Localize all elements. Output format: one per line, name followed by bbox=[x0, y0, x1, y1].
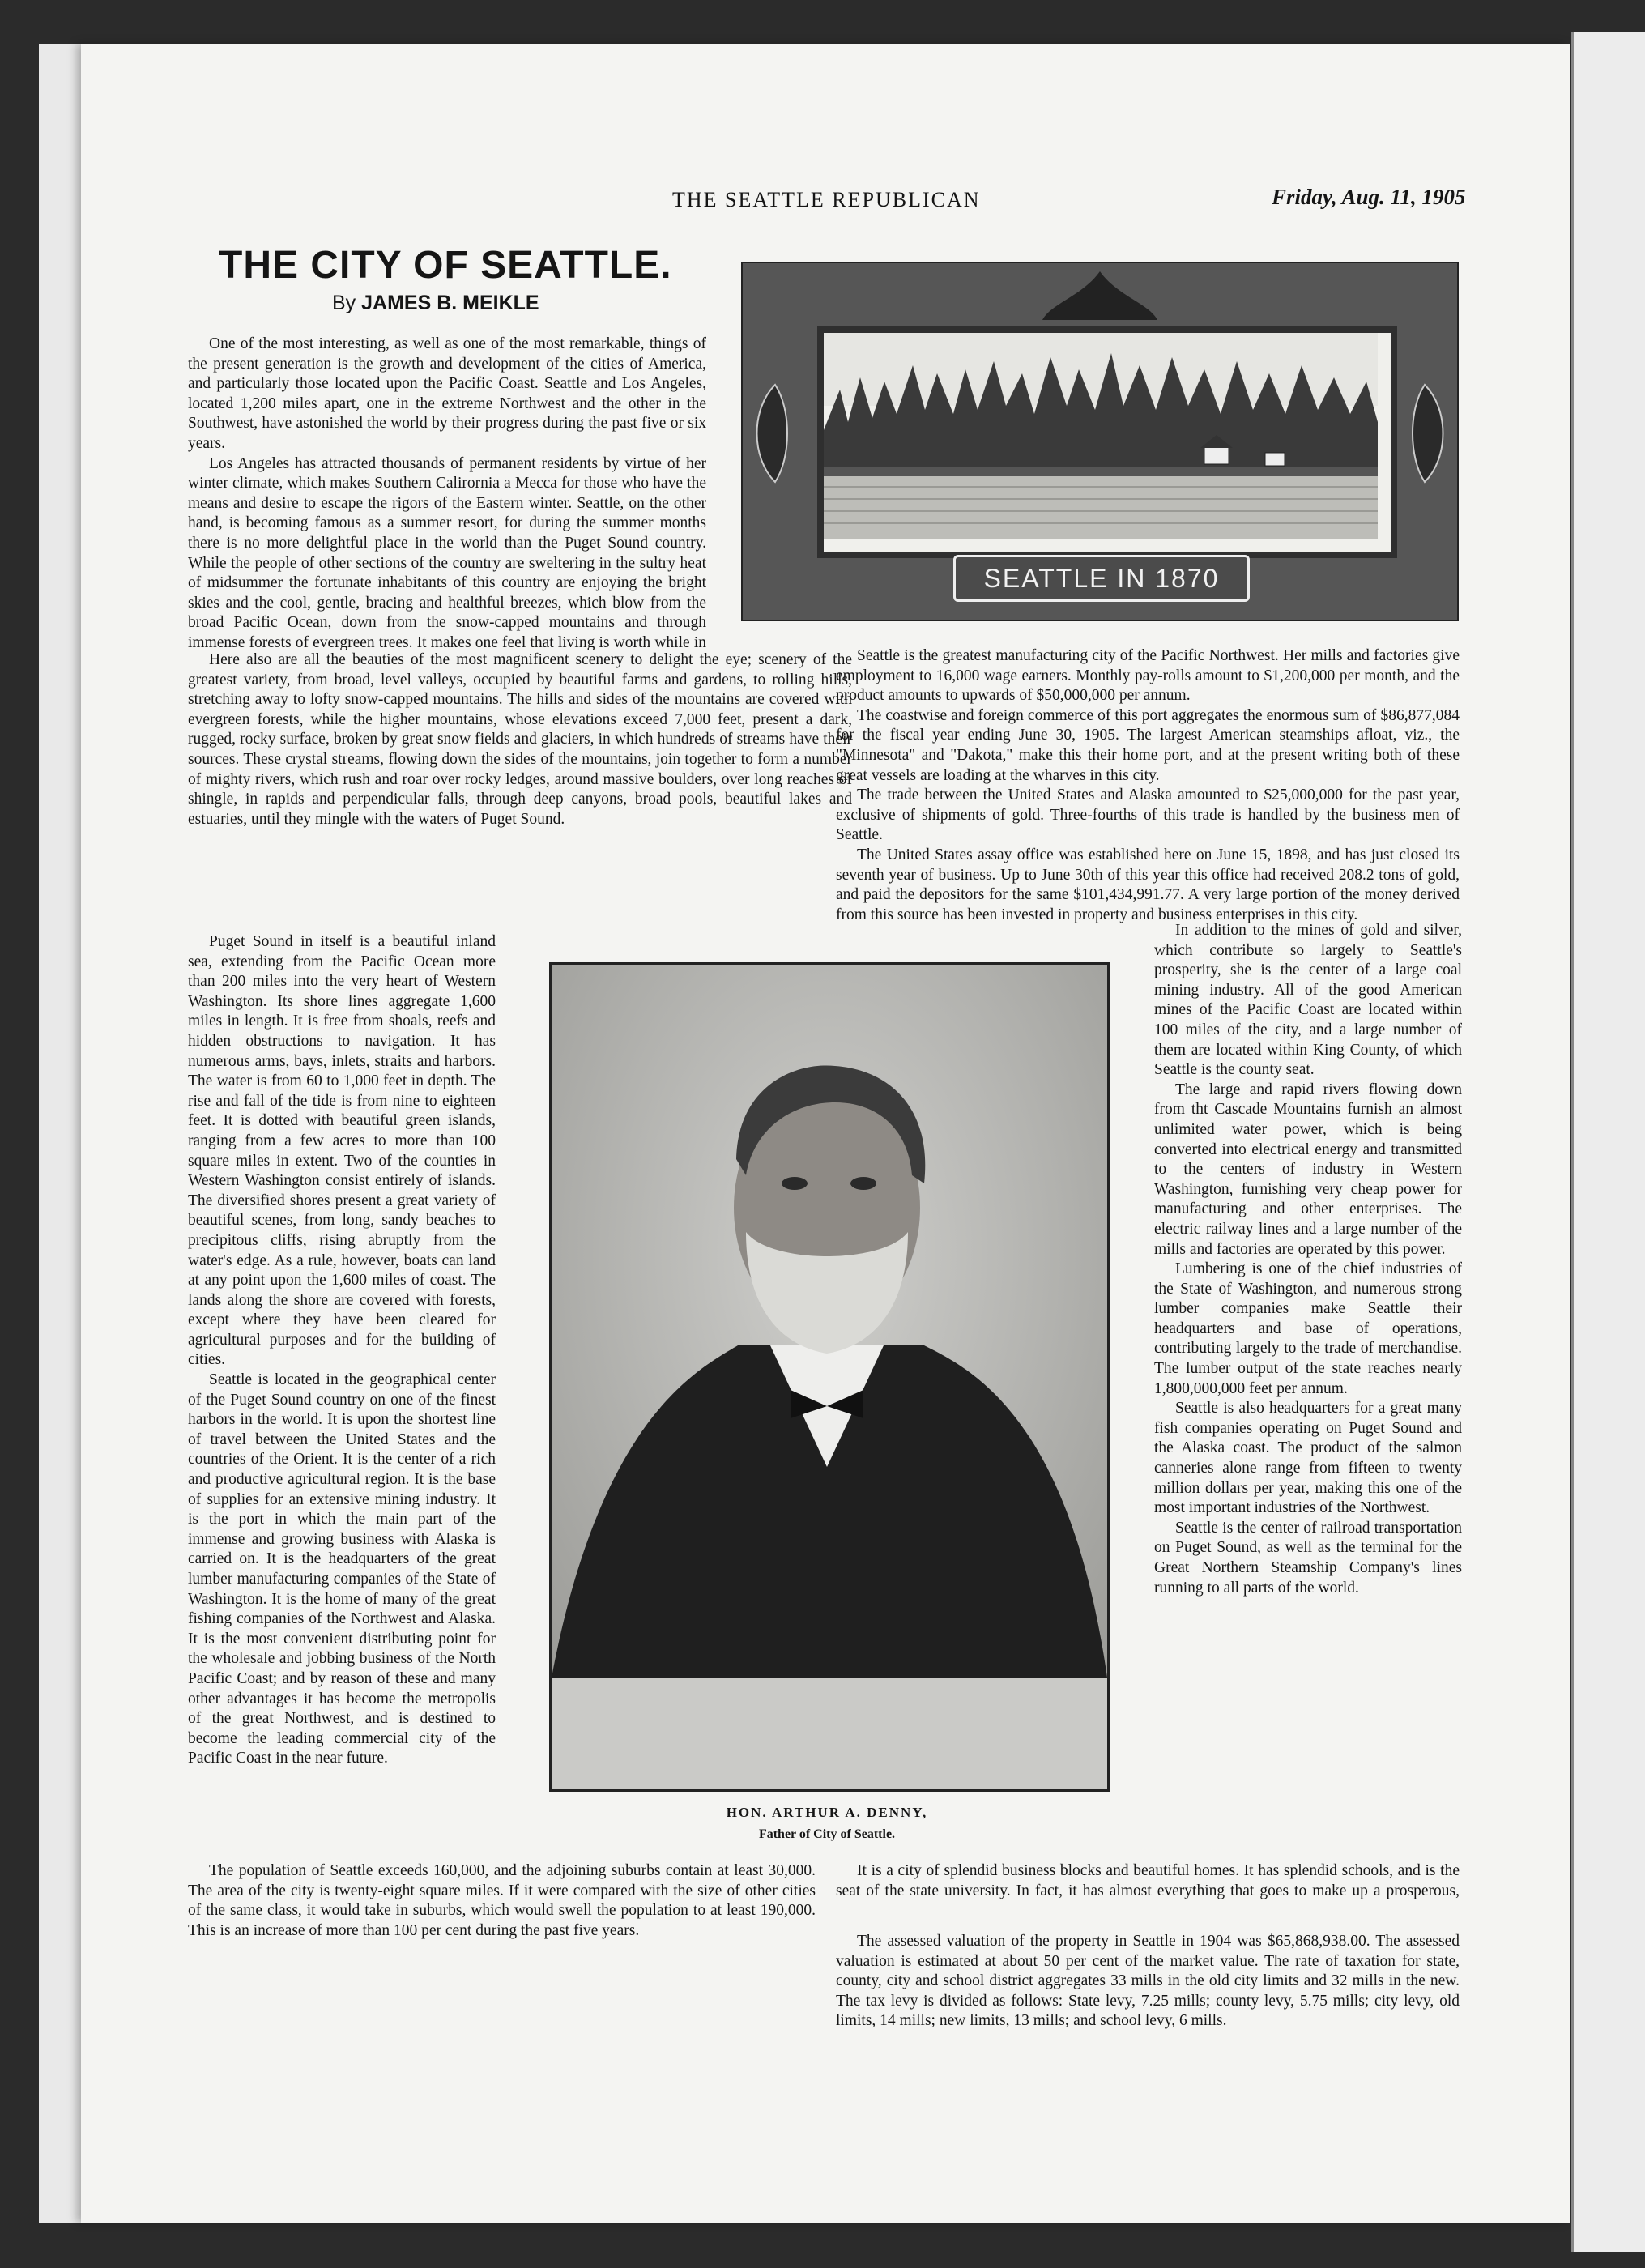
byline-prefix: By bbox=[332, 292, 356, 314]
article-text-right-closing bbox=[836, 1861, 1460, 1902]
portrait-man-icon bbox=[552, 965, 1107, 1789]
paragraph: Lumbering is one of the chief industries of the State of Washington, and numerous strong lumber companies make Seattle their headquarters and base of operations, contributing largely to the trade of merchandise. The lumber output of the state reaches nearly 1,800,000,000 feet per annum. bbox=[1154, 1260, 1462, 1397]
paragraph: Seattle is the center of railroad transportation on Puget Sound, as well as the terminal for the Great Northern Steamship Company's lines running to all parts of the world. bbox=[1154, 1519, 1462, 1597]
paragraph: The population of Seattle exceeds 160,000, and the adjoining suburbs contain at least 30,000. The area of the city is twenty-eight square miles. If it were compared with the size of other cities of the same class, it would take in suburbs, which would swell the population to at least 190,000. This is an increase of more than 100 per cent during the past five years. bbox=[188, 1862, 816, 1939]
paragraph: In addition to the mines of gold and silver, which contribute so largely to Seattle's prosperity, she is the center of a large coal mining industry. All of the good American mines of the Pacific Coast are located within 100 miles of the city, and a large number of them are located within King County, of which Seattle is the county seat. bbox=[1154, 922, 1462, 1079]
paragraph: The large and rapid rivers flowing down from tht Cascade Mountains furnish an almost unlimited water power, which is being converted into electrical energy and transmitted to the centers of industry in Western Washington, furnishing very cheap power for manufacturing and other enterprises. The electric railway lines and a large number of the mills and factories are operated by this power. bbox=[1154, 1081, 1462, 1258]
paragraph: The coastwise and foreign commerce of this port aggregates the enormous sum of $86,877,084 for the fiscal year ending June 30, 1905. The largest American steamships afloat, viz., the "Minnesota" and "Dakota," make this their home port, and at the present writing both of these great vessels are loading at the wharves in this city. bbox=[836, 706, 1460, 784]
article-text-right-upper bbox=[836, 646, 1460, 946]
forest-harbor-icon bbox=[824, 333, 1378, 539]
adjacent-page-edge bbox=[1571, 32, 1645, 2252]
paragraph: The trade between the United States and Alaska amounted to $25,000,000 for the past year, exclusive of shipments of gold. Three-fourths of this trade is handled by the business men of Seattle. bbox=[836, 787, 1460, 844]
portrait-caption-name: HON. ARTHUR A. DENNY, bbox=[726, 1805, 928, 1820]
portrait-caption-title: Father of City of Seattle. bbox=[758, 1827, 896, 1841]
portrait-arthur-denny bbox=[549, 962, 1110, 1792]
article-text-left-narrow bbox=[188, 932, 496, 1861]
paragraph: Seattle is also headquarters for a great many fish companies operating on Puget Sound and the Alaska coast. The product of the salmon canneries alone range from fifteen to twenty million dollars per year, making this one of the most important industries of the Northwest. bbox=[1154, 1400, 1462, 1517]
paragraph: It is a city of splendid business blocks and beautiful homes. It has splendid schools, and is the seat of the state university. In fact, it has almost everything that goes to make up a prosperous, bbox=[836, 1862, 1460, 1899]
engraving-label: SEATTLE IN 1870 bbox=[953, 555, 1250, 602]
paragraph: One of the most interesting, as well as one of the most remarkable, things of the present generation is the growth and development of the cities of America, and particularly those located upon the Pacific Coast. Seattle and Los Angeles, located 1,200 miles apart, one in the extreme Northwest and the other in the Southwest, have astonished the world by their progress during the past five or six years. bbox=[188, 335, 706, 452]
article-text-tax-valuation bbox=[836, 1932, 1460, 2053]
paragraph: Here also are all the beauties of the most magnificent scenery to delight the eye; scenery of the greatest variety, from broad, level valleys, occupied by beautiful farms and gardens, to rolling hills, stretching away to lofty snow-capped mountains. The hills and sides of the mountains are covered with evergreen forests, while the higher mountains, whose elevations exceed 7,000 feet, present a dark, rugged, rocky surface, broken by great snow fields and glaciers, in which hundreds of streams have their sources. These crystal streams, flowing down the sides of the mountains, join together to form a number of mighty rivers, which rush and roar over rocky ledges, around massive boulders, over long reaches of shingle, in rapids and perpendicular falls, through deep canyons, broad pools, beautiful lakes and estuaries, until they mingle with the waters of Puget Sound. bbox=[188, 651, 852, 828]
byline bbox=[332, 292, 539, 315]
article-text-left-bottom bbox=[188, 1861, 816, 2064]
paragraph: The assessed valuation of the property in Seattle in 1904 was $65,868,938.00. The assessed valuation is estimated at about 50 per cent of the market value. The rate of taxation for state, county, city and school district aggregates 33 mills in the old city limits and 32 mills in the new. The tax levy is divided as follows: State levy, 7.25 mills; county levy, 5.75 mills; city levy, old limits, 14 mills; new limits, 13 mills; and school levy, 6 mills. bbox=[836, 1933, 1460, 2030]
paragraph: Los Angeles has attracted thousands of permanent residents by virtue of her winter climate, which makes Southern Calirornia a Mecca for those who have the means and desire to escape the rigors of the Eastern winter. Seattle, on the other hand, is becoming famous as a summer resort, for during the summer months there is no more delightful place in the world than the Puget Sound country. While the people of other sections of the country are sweltering in the sultry heat of midsummer the fortunate inhabitants of this country are enjoying the bright skies and the cool, gentle, bracing and healthful breezes, which blow from the broad Pacific Ocean, down from the snow-capped mountains and through immense forests of evergreen trees. It makes one feel that living is worth while in bbox=[188, 454, 706, 650]
masthead-title: THE SEATTLE REPUBLICAN bbox=[672, 188, 981, 211]
paragraph: Seattle is the greatest manufacturing city of the Pacific Northwest. Her mills and factories give employment to 16,000 wage earners. Monthly pay-rolls amount to $1,200,000 per month, and the product amounts to upwards of $50,000,000 per annum. bbox=[836, 647, 1460, 705]
engraving-scene bbox=[817, 326, 1397, 558]
engraving-seattle-1870 bbox=[741, 262, 1459, 621]
paragraph: The United States assay office was established here on June 15, 1898, and has just closed its seventh year of business. Up to June 30th of this year this office had received 208.2 tons of gold, and paid the depositors for the same $101,434,991.77. A very large portion of the money derived from this source has been invested in property and business enterprises in this city. bbox=[836, 846, 1460, 923]
article-text-left-top bbox=[188, 335, 706, 650]
masthead-date: Friday, Aug. 11, 1905 bbox=[1272, 185, 1466, 209]
article-text-wide-upper bbox=[188, 650, 852, 932]
paragraph: Puget Sound in itself is a beautiful inland sea, extending from the Pacific Ocean more than 200 miles into the very heart of Western Washington. Its shore lines aggregate 1,600 miles in length. It is free from shoals, reefs and hidden obstructions to navigation. It has numerous arms, bays, inlets, straits and harbors. The water is from 60 to 1,000 feet in depth. The rise and fall of the tide is from nine to eighteen feet. It is dotted with beautiful green islands, ranging from a few acres to more than 100 square miles in extent. Two of the counties in Western Washington consist entirely of islands. The diversified shores present a great variety of beautiful scenes, from long, sandy beaches to precipitous cliffs, rising abruptly from the water's edge. As a rule, however, boats can land at any point upon the 1,600 miles of coast. The lands along the shore are covered with forests, except where they have been cleared for agricultural purposes and for the building of cities. bbox=[188, 933, 496, 1369]
paragraph: Seattle is located in the geographical center of the Puget Sound country on one of the finest harbors in the world. It is upon the shortest line of travel between the United States and the countries of the Orient. It is the center of a rich and productive agricultural region. It is the base of supplies for an extensive mining industry. It is the port in which the main part of the immense and growing business with Alaska is carried on. It is the headquarters of the great lumber manufacturing companies of the State of Washington. It is the home of many of the great fishing companies of the Northwest and Alaska. It is the most convenient distributing point for the wholesale and jobbing business of the North Pacific Coast; and by reason of these and many other advantages it has become the metropolis of the great Northwest, and is destined to become the leading commercial city of the Pacific Coast in the near future. bbox=[188, 1371, 496, 1767]
article-text-right-narrow bbox=[1154, 921, 1462, 1869]
article-title: THE CITY OF SEATTLE. bbox=[219, 244, 672, 287]
byline-author: JAMES B. MEIKLE bbox=[361, 292, 539, 314]
